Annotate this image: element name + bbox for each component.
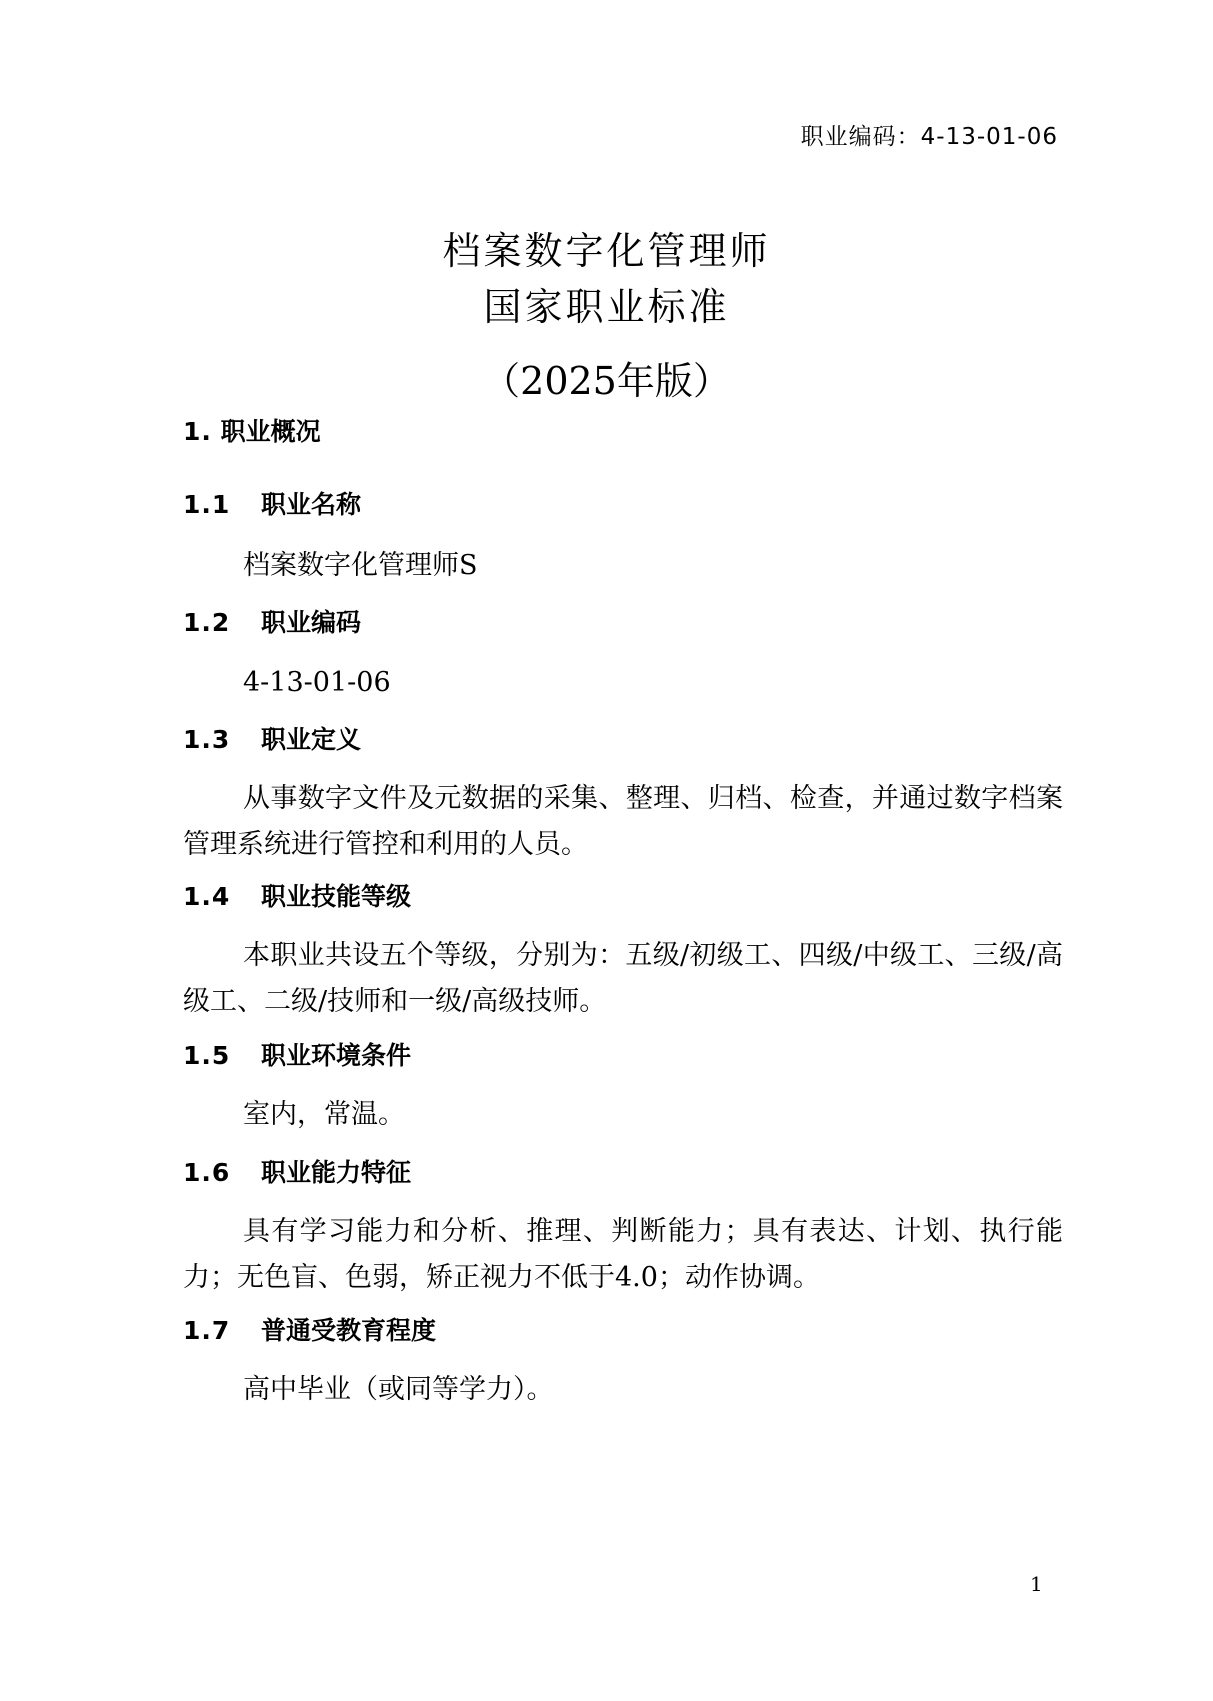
section-heading-1-7 (183, 1311, 436, 1347)
page-number: 1 (1030, 1572, 1043, 1596)
section-content-1-2: 4-13-01-06 (243, 667, 391, 698)
section-title: 职业环境条件 (261, 1041, 412, 1070)
document-subtitle: 国家职业标准 (483, 285, 730, 329)
section-content-1-6: 具有学习能力和分析、推理、判断能力；具有表达、计划、执行能力；无色盲、色弱，矫正视力不低于4.0；动作协调。 (183, 1216, 1063, 1293)
section-title: 职业定义 (261, 725, 362, 754)
section-number: 1.1 (183, 490, 231, 519)
section-content-1-1: 档案数字化管理师S (243, 550, 478, 581)
section-heading-1-5 (183, 1036, 411, 1072)
document-title: 档案数字化管理师 (442, 229, 771, 273)
section-number: 1.4 (183, 882, 231, 911)
section-title: 职业技能等级 (261, 882, 412, 911)
section-number: 1.5 (183, 1041, 231, 1070)
section-heading-1-3 (183, 720, 361, 756)
section-number: 1.3 (183, 725, 231, 754)
section-number: 1.2 (183, 608, 231, 637)
edition-label: （2025年版） (482, 359, 731, 403)
section-heading-1-4 (183, 877, 411, 913)
section-heading-1-2 (183, 603, 361, 639)
section-heading-1-1 (183, 485, 361, 521)
section-content-1-3: 从事数字文件及元数据的采集、整理、归档、检查，并通过数字档案管理系统进行管控和利用的人员。 (183, 783, 1063, 860)
section-title: 职业概况 (220, 417, 321, 446)
section-heading-1-6 (183, 1153, 411, 1189)
section-content-1-5: 室内，常温。 (243, 1099, 405, 1130)
section-title: 职业名称 (261, 490, 362, 519)
section-heading-1 (183, 412, 321, 448)
section-number: 1. (183, 417, 212, 446)
section-content-1-4: 本职业共设五个等级，分别为：五级/初级工、四级/中级工、三级/高级工、二级/技师和一级/高级技师。 (183, 940, 1063, 1017)
section-number: 1.6 (183, 1158, 231, 1187)
section-title: 职业能力特征 (261, 1158, 412, 1187)
section-title: 职业编码 (261, 608, 362, 637)
section-title: 普通受教育程度 (261, 1316, 437, 1345)
section-content-1-7: 高中毕业（或同等学力）。 (243, 1374, 554, 1405)
occupation-code-header: 职业编码：4-13-01-06 (800, 124, 1058, 150)
section-number: 1.7 (183, 1316, 231, 1345)
